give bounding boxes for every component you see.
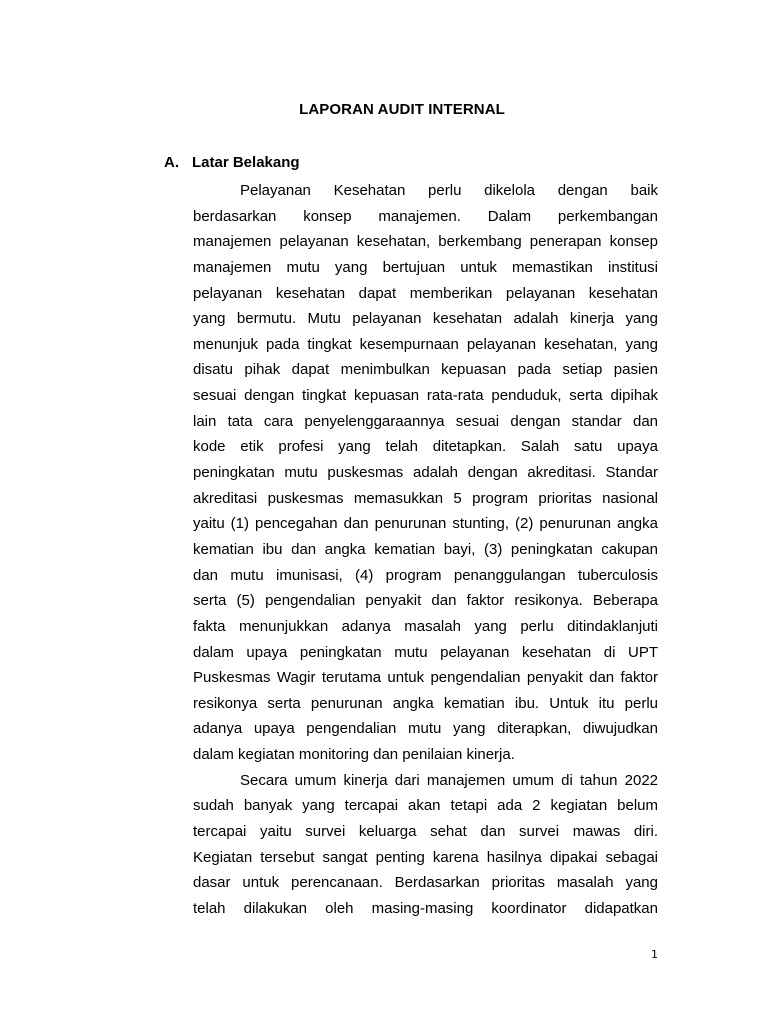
paragraph-line: adanya upaya pengendalian mutu yang diterapkan, diwujudkan	[193, 720, 658, 738]
paragraph-line: dalam upaya peningkatan mutu pelayanan kesehatan di UPT	[193, 643, 658, 661]
paragraph-line: berdasarkan konsep manajemen. Dalam perkembangan	[193, 207, 658, 225]
paragraph-line: yang bermutu. Mutu pelayanan kesehatan adalah kinerja yang	[193, 310, 658, 328]
paragraph	[193, 768, 658, 922]
document-title: LAPORAN AUDIT INTERNAL	[299, 101, 505, 118]
paragraph-line: dasar untuk perencanaan. Berdasarkan prioritas masalah yang	[193, 874, 658, 892]
paragraph-line: sudah banyak yang tercapai akan tetapi ada 2 kegiatan belum	[193, 797, 658, 815]
paragraph-line: Puskesmas Wagir terutama untuk pengendalian penyakit dan faktor	[193, 669, 658, 687]
section-heading	[164, 154, 300, 171]
paragraph-line: yaitu (1) pencegahan dan penurunan stunting, (2) penurunan angka	[193, 515, 658, 533]
paragraph-line: telah dilakukan oleh masing-masing koordinator didapatkan	[193, 899, 658, 917]
paragraph-line: resikonya serta penurunan angka kematian ibu. Untuk itu perlu	[193, 694, 658, 712]
page-number: 1	[651, 948, 658, 961]
paragraph-line: lain tata cara penyelenggaraannya sesuai dengan standar dan	[193, 412, 658, 430]
paragraph-line: sesuai dengan tingkat kepuasan rata-rata penduduk, serta dipihak	[193, 387, 658, 405]
paragraph-line: pelayanan kesehatan dapat memberikan pelayanan kesehatan	[193, 284, 658, 302]
paragraph-line: kematian ibu dan angka kematian bayi, (3) peningkatan cakupan	[193, 540, 658, 558]
paragraph-line: Kegiatan tersebut sangat penting karena hasilnya dipakai sebagai	[193, 848, 658, 866]
paragraph-line: manajemen mutu yang bertujuan untuk memastikan institusi	[193, 258, 658, 276]
paragraph-line: dan mutu imunisasi, (4) program penanggulangan tuberculosis	[193, 566, 658, 584]
paragraph-line: peningkatan mutu puskesmas adalah dengan akreditasi. Standar	[193, 464, 658, 482]
paragraph-line: manajemen pelayanan kesehatan, berkembang penerapan konsep	[193, 233, 658, 251]
paragraph	[193, 178, 658, 768]
paragraph-line: fakta menunjukkan adanya masalah yang perlu ditindaklanjuti	[193, 617, 658, 635]
section-heading-text: Latar Belakang	[192, 154, 300, 171]
section-number: A.	[164, 154, 179, 171]
paragraph-line: akreditasi puskesmas memasukkan 5 program prioritas nasional	[193, 489, 658, 507]
paragraph-line: tercapai yaitu survei keluarga sehat dan survei mawas diri.	[193, 823, 658, 841]
body-text	[193, 178, 658, 922]
paragraph-line: Pelayanan Kesehatan perlu dikelola dengan baik	[240, 182, 658, 199]
paragraph-line: disatu pihak dapat menimbulkan kepuasan pada setiap pasien	[193, 361, 658, 379]
paragraph-line: Secara umum kinerja dari manajemen umum di tahun 2022	[240, 771, 658, 789]
paragraph-line: menunjuk pada tingkat kesempurnaan pelayanan kesehatan, yang	[193, 335, 658, 353]
paragraph-line: kode etik profesi yang telah ditetapkan. Salah satu upaya	[193, 438, 658, 456]
paragraph-line: dalam kegiatan monitoring dan penilaian kinerja.	[193, 746, 515, 764]
paragraph-line: serta (5) pengendalian penyakit dan faktor resikonya. Beberapa	[193, 592, 658, 610]
